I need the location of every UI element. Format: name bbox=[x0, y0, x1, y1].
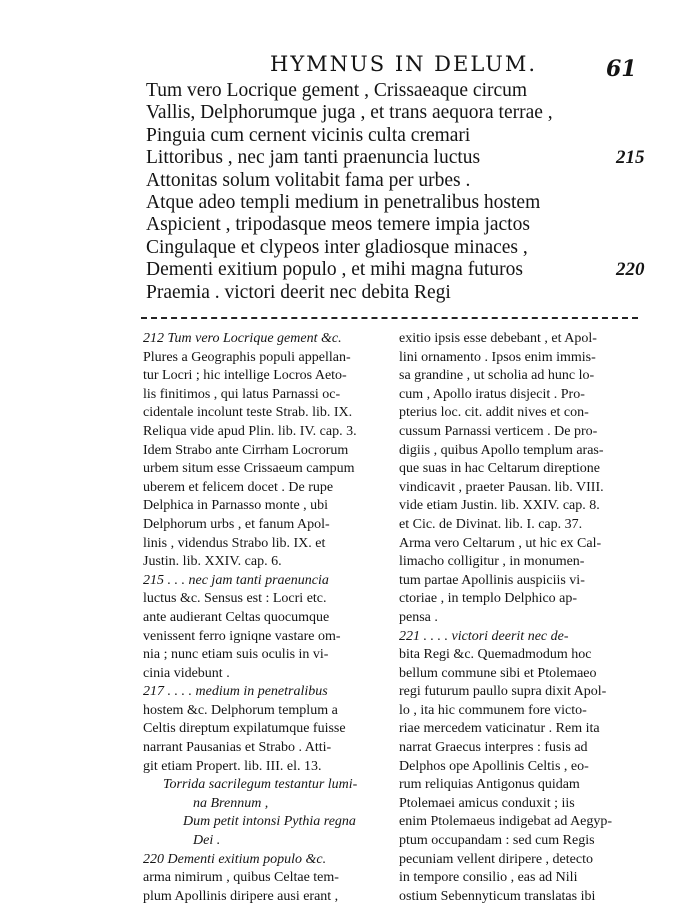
verse-line: Tum vero Locrique gement , Crissaeaque circum bbox=[146, 80, 528, 101]
notes-left-column bbox=[143, 330, 393, 906]
note-220-lemma: 220 Dementi exitium populo &c. bbox=[143, 851, 327, 867]
note-217-lemma: 217 . . . . medium in penetralibus bbox=[143, 684, 328, 700]
note-line: cum , Apollo iratus disjecit . Pro- bbox=[399, 386, 585, 402]
verse-line: Atque adeo templi medium in penetralibus hostem bbox=[146, 191, 541, 213]
running-head: HYMNUS IN DELUM. bbox=[270, 52, 537, 76]
note-line: tur Locri ; hic intellige Locros Aeto- bbox=[143, 368, 347, 384]
note-line: ante audierant Celtas quocumque bbox=[143, 609, 330, 625]
note-line: cinia videbunt . bbox=[143, 665, 230, 681]
verse-line-220 bbox=[146, 259, 645, 281]
verse-line: Attonitas solum volitabit fama per urbes . bbox=[146, 169, 471, 191]
note-line: linis , videndus Strabo lib. IX. et bbox=[143, 535, 326, 551]
note-line: rum reliquias Antigonus quidam bbox=[399, 777, 580, 793]
quote-line: Torrida sacrilegum testantur lumi- bbox=[163, 777, 358, 793]
note-line: pterius loc. cit. addit nives et con- bbox=[399, 405, 589, 421]
note-line: Reliqua vide apud Plin. lib. IV. cap. 3. bbox=[143, 423, 357, 439]
note-line: Ptolemaei amicus conduxit ; iis bbox=[399, 795, 575, 811]
page-number: 61 bbox=[606, 56, 637, 82]
note-line: riae mercedem vaticinatur . Rem ita bbox=[399, 721, 600, 737]
note-line: pecuniam vellent diripere , detecto bbox=[399, 851, 593, 867]
note-221-lemma: 221 . . . . victori deerit nec de- bbox=[399, 628, 569, 644]
note-line: que suas in hac Celtarum direptione bbox=[399, 461, 600, 477]
note-line: cussum Parnassi verticem . De pro- bbox=[399, 423, 598, 439]
note-line: bita Regi &c. Quemadmodum hoc bbox=[399, 647, 592, 663]
note-line: sa grandine , ut scholia ad hunc lo- bbox=[399, 368, 595, 384]
note-line: Delphica in Parnasso monte , ubi bbox=[143, 498, 329, 514]
note-line: exitio ipsis esse debebant , et Apol- bbox=[399, 331, 597, 346]
note-line: Delphorum urbs , et fanum Apol- bbox=[143, 516, 330, 532]
note-line: cidentale incolunt teste Strab. lib. IX. bbox=[143, 405, 353, 421]
note-line: vindicavit , praeter Pausan. lib. VIII. bbox=[399, 479, 604, 495]
notes-right-column bbox=[399, 330, 644, 906]
note-line: regi futurum paullo supra dixit Apol- bbox=[399, 684, 607, 700]
quote-line: na Brennum , bbox=[193, 795, 269, 811]
note-line: vide etiam Justin. lib. XXIV. cap. 8. bbox=[399, 498, 600, 514]
verse-line-text: Dementi exitium populo , et mihi magna futuros bbox=[146, 259, 523, 281]
verse-line-text: Littoribus , nec jam tanti praenuncia luctus bbox=[146, 147, 481, 169]
note-line: Celtis direptum expilatumque fuisse bbox=[143, 721, 346, 737]
note-line: in tempore consilio , eas ad Nili bbox=[399, 870, 578, 886]
note-line: Plures a Geographis populi appellan- bbox=[143, 349, 351, 365]
note-line: narrant Pausanias et Strabo . Atti- bbox=[143, 740, 332, 756]
verse-line-215 bbox=[146, 147, 645, 169]
quote-line: Dum petit intonsi Pythia regna bbox=[183, 814, 356, 830]
verse-line: Pinguia cum cernent vicinis culta cremari bbox=[146, 124, 471, 146]
note-line: Delphos ope Apollinis Celtis , eo- bbox=[399, 758, 589, 774]
note-line: Justin. lib. XXIV. cap. 6. bbox=[143, 554, 282, 570]
note-line: arma nimirum , quibus Celtae tem- bbox=[143, 870, 339, 886]
quote-line: Dei . bbox=[193, 833, 221, 849]
note-line: lis finitimos , qui latus Parnassi oc- bbox=[143, 386, 341, 402]
poem-text bbox=[146, 80, 645, 304]
note-212-lemma: 212 Tum vero Locrique gement &c. bbox=[143, 331, 342, 346]
verse-line: Cingulaque et clypeos inter gladiosque minaces , bbox=[146, 236, 528, 258]
note-line: uberem et felicem docet . De rupe bbox=[143, 479, 334, 495]
verse-line: Aspicient , tripodasque meos temere impia jactos bbox=[146, 214, 530, 236]
note-line: luctus &c. Sensus est : Locri etc. bbox=[143, 591, 327, 607]
note-line: lini ornamento . Ipsos enim immis- bbox=[399, 349, 596, 365]
note-line: plum Apollinis diripere ausi erant , bbox=[143, 888, 339, 904]
note-line: ctoriae , in templo Delphico ap- bbox=[399, 591, 578, 607]
note-line: et Cic. de Divinat. lib. I. cap. 37. bbox=[399, 516, 583, 532]
line-number-220: 220 bbox=[616, 259, 645, 281]
note-line: ptum occupandam : sed cum Regis bbox=[399, 833, 595, 849]
note-line: lo , ita hic communem fore victo- bbox=[399, 702, 587, 718]
note-line: git etiam Propert. lib. III. el. 13. bbox=[143, 758, 322, 774]
note-line: nia ; nunc etiam suis oculis in vi- bbox=[143, 647, 329, 663]
line-number-215: 215 bbox=[616, 147, 645, 169]
note-line: tum partae Apollinis auspiciis vi- bbox=[399, 572, 585, 588]
verse-line: Praemia . victori deerit nec debita Regi bbox=[146, 281, 451, 303]
note-line: bellum commune sibi et Ptolemaeo bbox=[399, 665, 597, 681]
note-line: enim Ptolemaeus indigebat ad Aegyp- bbox=[399, 814, 613, 830]
note-line: Arma vero Celtarum , ut hic ex Cal- bbox=[399, 535, 602, 551]
note-line: digiis , quibus Apollo templum aras- bbox=[399, 442, 604, 458]
note-215-lemma: 215 . . . nec jam tanti praenuncia bbox=[143, 572, 329, 588]
separator-rule bbox=[141, 317, 638, 319]
note-line: Idem Strabo ante Cirrham Locrorum bbox=[143, 442, 349, 458]
note-line: ostium Sebennyticum translatas ibi bbox=[399, 888, 596, 904]
note-line: narrat Graecus interpres : fusis ad bbox=[399, 740, 588, 756]
note-line: pensa . bbox=[399, 609, 438, 625]
note-line: urbem situm esse Crissaeum campum bbox=[143, 461, 355, 477]
verse-line: Vallis, Delphorumque juga , et trans aequora terrae , bbox=[146, 102, 553, 124]
note-line: limacho colligitur , in monumen- bbox=[399, 554, 585, 570]
note-line: hostem &c. Delphorum templum a bbox=[143, 702, 338, 718]
note-line: venissent ferro igniqne vastare om- bbox=[143, 628, 341, 644]
